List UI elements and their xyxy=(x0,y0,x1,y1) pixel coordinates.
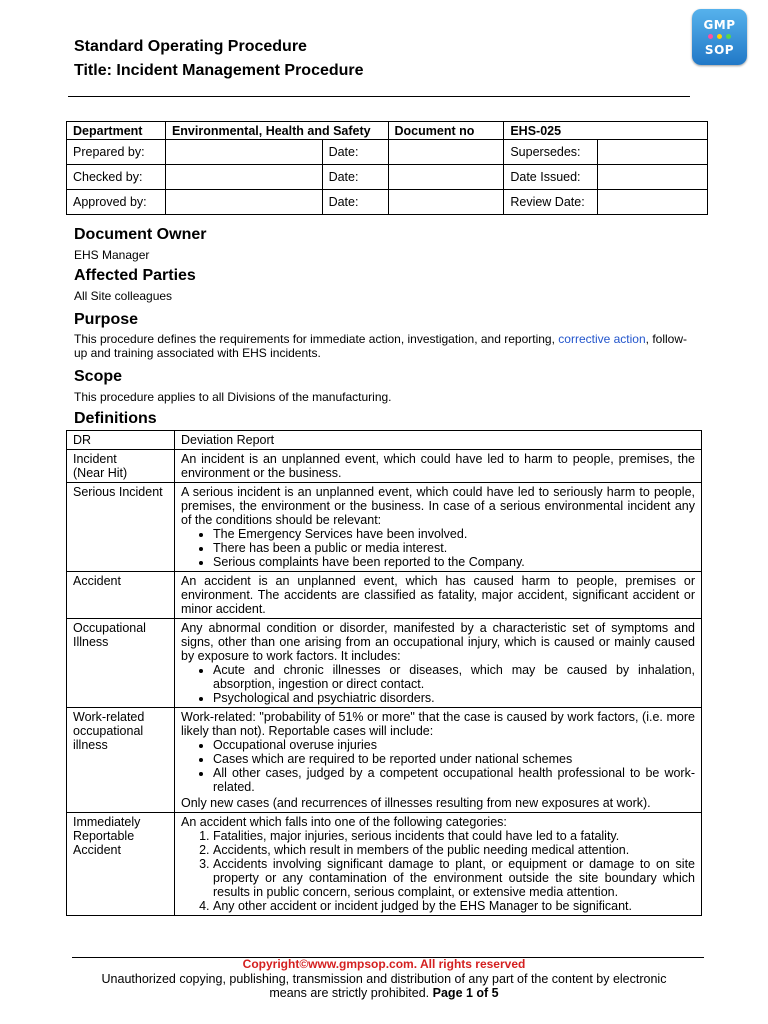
info-cell: Review Date: xyxy=(504,190,598,215)
definition-term: Accident xyxy=(67,572,175,619)
document-title xyxy=(74,62,364,80)
info-row-approved xyxy=(67,190,708,215)
definition-row xyxy=(67,483,702,572)
definitions-heading: Definitions xyxy=(74,410,157,427)
definition-row xyxy=(67,431,702,450)
definition-bullet-list xyxy=(181,663,695,705)
definition-term: DR xyxy=(67,431,175,450)
info-cell-blank xyxy=(388,190,504,215)
copyright-notice: Copyright©www.gmpsop.com. All rights reserved xyxy=(242,957,526,971)
definition-term: Occupational Illness xyxy=(67,619,175,708)
definitions-table xyxy=(66,430,702,916)
info-cell: Department xyxy=(67,122,166,140)
document-type-heading: Standard Operating Procedure xyxy=(74,38,307,55)
logo-top-text: GMP xyxy=(703,18,736,32)
info-cell: Checked by: xyxy=(67,165,166,190)
info-cell: Date: xyxy=(322,165,388,190)
definition-bullet-list xyxy=(181,738,695,794)
document-owner-text: EHS Manager xyxy=(74,248,150,262)
definition-description xyxy=(175,483,702,572)
info-cell-blank xyxy=(598,190,708,215)
definition-description xyxy=(175,431,702,450)
definition-text: Work-related: "probability of 51% or more" that the case is caused by work factors, (i.e. more likely than not). Reportable cases will include: xyxy=(181,710,695,738)
purpose-text xyxy=(74,332,694,360)
logo-dot-3 xyxy=(726,34,731,39)
info-cell: Date Issued: xyxy=(504,165,598,190)
definition-description xyxy=(175,450,702,483)
definition-row xyxy=(67,572,702,619)
info-cell-blank xyxy=(165,165,322,190)
definition-note: Only new cases (and recurrences of illnesses resulting from new exposures at work). xyxy=(181,796,651,810)
definition-numbered-list xyxy=(181,829,695,913)
title-value: : Incident Management Procedure xyxy=(106,62,364,79)
corrective-action-link[interactable]: corrective action xyxy=(558,332,646,346)
info-row-department xyxy=(67,122,708,140)
info-cell-blank xyxy=(388,165,504,190)
info-cell-blank xyxy=(165,190,322,215)
info-row-checked xyxy=(67,165,708,190)
purpose-heading: Purpose xyxy=(74,311,139,328)
definition-term: Serious Incident xyxy=(67,483,175,572)
definition-text: An accident which falls into one of the following categories: xyxy=(181,815,507,829)
bullet-item: • Acute and chronic illnesses or diseases, which may be caused by inhalation, absorption, ingestion or direct contact. xyxy=(213,663,695,691)
numbered-item: 1. Fatalities, major injuries, serious incidents that could have led to a fatality. xyxy=(213,829,695,843)
affected-parties-heading: Affected Parties xyxy=(74,267,196,284)
bullet-item: • There has been a public or media interest. xyxy=(213,541,695,555)
definition-text: Any abnormal condition or disorder, manifested by a characteristic set of symptoms and signs, other than one arising from an occupational injury, which is caused or mainly caused by exposure to work factors. It includes: xyxy=(181,621,695,663)
definition-text: An accident is an unplanned event, which has caused harm to people, premises or environment. The accidents are classified as fatality, major accident, significant accident or minor accident. xyxy=(181,574,695,616)
affected-parties-text: All Site colleagues xyxy=(74,289,173,303)
bullet-item: • Occupational overuse injuries xyxy=(213,738,695,752)
info-cell: Prepared by: xyxy=(67,140,166,165)
definition-term: Incident (Near Hit) xyxy=(67,450,175,483)
definition-text: An incident is an unplanned event, which could have led to harm to people, premises, the environment or the business. xyxy=(181,452,695,480)
info-cell: Environmental, Health and Safety xyxy=(165,122,388,140)
purpose-text-end: , follow-up and training associated with EHS incidents. xyxy=(74,332,687,360)
logo-dot-1 xyxy=(708,34,713,39)
document-info-table xyxy=(66,121,708,215)
info-cell-blank xyxy=(598,165,708,190)
definition-bullet-list xyxy=(181,527,695,569)
info-row-prepared xyxy=(67,140,708,165)
definition-description xyxy=(175,572,702,619)
title-label: Title xyxy=(74,62,107,79)
definition-row xyxy=(67,450,702,483)
bullet-item: • Cases which are required to be reported under national schemes xyxy=(213,752,695,766)
gmp-sop-logo xyxy=(692,9,747,65)
info-cell: Date: xyxy=(322,190,388,215)
definition-row xyxy=(67,708,702,813)
header-divider xyxy=(68,96,690,97)
info-cell: Supersedes: xyxy=(504,140,598,165)
logo-dots xyxy=(692,34,747,40)
bullet-item: • The Emergency Services have been involved. xyxy=(213,527,695,541)
definition-term: Immediately Reportable Accident xyxy=(67,813,175,916)
footer-notice-text: Unauthorized copying, publishing, transmission and distribution of any part of the content by electronic means are strictly prohibited. xyxy=(101,972,667,1000)
definition-description xyxy=(175,619,702,708)
numbered-item: 2. Accidents, which result in members of the public needing medical attention. xyxy=(213,843,695,857)
bullet-item: • Psychological and psychiatric disorders. xyxy=(213,691,695,705)
info-cell-blank xyxy=(598,140,708,165)
page-number: Page 1 of 5 xyxy=(432,986,499,1000)
definition-row xyxy=(67,619,702,708)
definition-text: Deviation Report xyxy=(181,433,275,447)
document-owner-heading: Document Owner xyxy=(74,226,207,243)
definition-term: Work-related occupational illness xyxy=(67,708,175,813)
numbered-item: 3. Accidents involving significant damage to plant, or equipment or damage to on site property or any contamination of the environment outside the site boundary which results in public concern, serious complaint, or extensive media attention. xyxy=(213,857,695,899)
info-cell: Document no xyxy=(388,122,504,140)
numbered-item: 4. Any other accident or incident judged by the EHS Manager to be significant. xyxy=(213,899,695,913)
definition-row xyxy=(67,813,702,916)
bullet-item: • All other cases, judged by a competent occupational health professional to be work-related. xyxy=(213,766,695,794)
definition-description xyxy=(175,813,702,916)
footer-notice xyxy=(84,972,684,1000)
definition-text: A serious incident is an unplanned event, which could have led to seriously harm to people, premises, the environment or the business. In case of a serious environmental incident any of the conditions should be relevant: xyxy=(181,485,695,527)
scope-text: This procedure applies to all Divisions of the manufacturing. xyxy=(74,390,392,404)
logo-bottom-text: SOP xyxy=(704,43,735,57)
info-cell-blank xyxy=(165,140,322,165)
info-cell-blank xyxy=(388,140,504,165)
definition-description xyxy=(175,708,702,813)
logo-dot-2 xyxy=(717,34,722,39)
bullet-item: • Serious complaints have been reported to the Company. xyxy=(213,555,695,569)
info-cell: Approved by: xyxy=(67,190,166,215)
info-cell: EHS-025 xyxy=(504,122,708,140)
info-cell: Date: xyxy=(322,140,388,165)
scope-heading: Scope xyxy=(74,368,123,385)
purpose-text-start: This procedure defines the requirements for immediate action, investigation, and reporting, xyxy=(74,332,555,346)
